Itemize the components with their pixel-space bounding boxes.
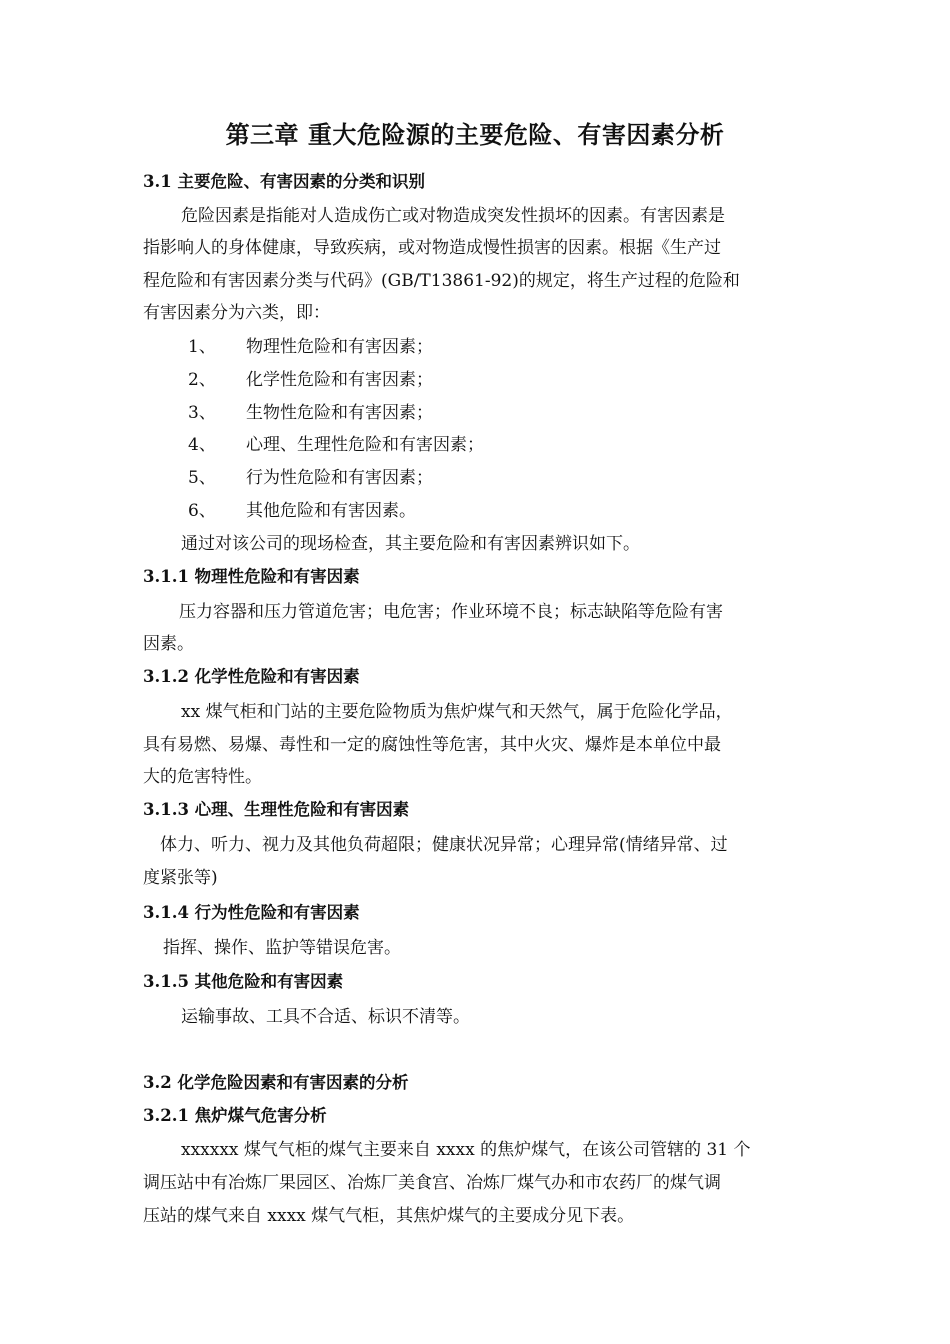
- paragraph-line: xx 煤气柜和门站的主要危险物质为焦炉煤气和天然气，属于危险化学品，: [181, 702, 733, 722]
- list-text: 化学性危险和有害因素；: [246, 370, 433, 390]
- list-number: 6、: [188, 501, 216, 521]
- list-item: [188, 430, 484, 455]
- paragraph-line: 指挥、操作、监护等错误危害。: [163, 938, 401, 958]
- paragraph-line: 大的危害特性。: [143, 767, 262, 787]
- list-item: [188, 365, 433, 390]
- paragraph-line: 体力、听力、视力及其他负荷超限；健康状况异常；心理异常(情绪异常、过: [160, 835, 728, 855]
- list-text: 物理性危险和有害因素；: [246, 337, 433, 357]
- paragraph-line: xxxxxx 煤气气柜的煤气主要来自 xxxx 的焦炉煤气，在该公司管辖的 31 个: [181, 1140, 751, 1160]
- list-item: [188, 398, 433, 423]
- list-number: 2、: [188, 370, 216, 390]
- list-number: 4、: [188, 435, 216, 455]
- list-text: 心理、生理性危险和有害因素；: [246, 435, 484, 455]
- section-heading-3-1: 3.1 主要危险、有害因素的分类和识别: [143, 172, 425, 191]
- paragraph-line: 运输事故、工具不合适、标识不清等。: [181, 1007, 470, 1027]
- chapter-title: 第三章 重大危险源的主要危险、有害因素分析: [225, 120, 725, 149]
- section-heading-3-2: 3.2 化学危险因素和有害因素的分析: [143, 1073, 409, 1092]
- paragraph-line: 度紧张等): [143, 868, 218, 888]
- paragraph-line: 调压站中有冶炼厂果园区、冶炼厂美食宫、冶炼厂煤气办和市农药厂的煤气调: [143, 1173, 721, 1193]
- list-text: 行为性危险和有害因素；: [246, 468, 433, 488]
- paragraph-line: 有害因素分为六类，即：: [143, 303, 330, 323]
- section-heading-3-1-5: 3.1.5 其他危险和有害因素: [143, 972, 344, 991]
- section-heading-3-1-4: 3.1.4 行为性危险和有害因素: [143, 903, 360, 922]
- list-text: 其他危险和有害因素。: [246, 501, 416, 521]
- list-number: 3、: [188, 403, 216, 423]
- section-heading-3-1-3: 3.1.3 心理、生理性危险和有害因素: [143, 800, 410, 819]
- paragraph-line: 指影响人的身体健康，导致疾病，或对物造成慢性损害的因素。根据《生产过: [143, 238, 721, 258]
- list-text: 生物性危险和有害因素；: [246, 403, 433, 423]
- paragraph-line: 具有易燃、易爆、毒性和一定的腐蚀性等危害，其中火灾、爆炸是本单位中最: [143, 735, 721, 755]
- paragraph-line: 压站的煤气来自 xxxx 煤气气柜，其焦炉煤气的主要成分见下表。: [143, 1206, 635, 1226]
- section-heading-3-1-1: 3.1.1 物理性危险和有害因素: [143, 567, 360, 586]
- paragraph-line: 通过对该公司的现场检查，其主要危险和有害因素辨识如下。: [181, 534, 640, 554]
- list-number: 1、: [188, 337, 216, 357]
- paragraph-line: 因素。: [143, 634, 194, 654]
- paragraph-line: 压力容器和压力管道危害；电危害；作业环境不良；标志缺陷等危险有害: [179, 602, 723, 622]
- section-heading-3-2-1: 3.2.1 焦炉煤气危害分析: [143, 1106, 327, 1125]
- paragraph-line: 危险因素是指能对人造成伤亡或对物造成突发性损坏的因素。有害因素是: [181, 206, 725, 226]
- list-item: [188, 463, 433, 488]
- list-item: [188, 496, 416, 521]
- section-heading-3-1-2: 3.1.2 化学性危险和有害因素: [143, 667, 360, 686]
- paragraph-line: 程危险和有害因素分类与代码》(GB/T13861-92)的规定，将生产过程的危险和: [143, 271, 740, 291]
- list-item: [188, 332, 433, 357]
- list-number: 5、: [188, 468, 216, 488]
